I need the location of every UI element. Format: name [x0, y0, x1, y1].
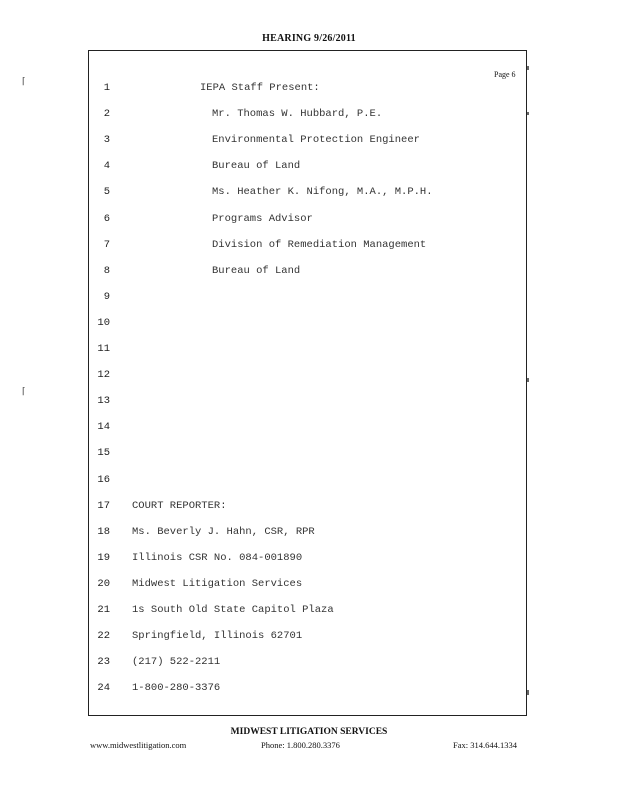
transcript-line [0, 629, 618, 643]
transcript-line [0, 316, 618, 330]
transcript-line [0, 551, 618, 565]
line-number: 18 [97, 525, 110, 538]
transcript-line [0, 499, 618, 513]
line-text: Environmental Protection Engineer [212, 134, 420, 147]
footer-company: MIDWEST LITIGATION SERVICES [230, 727, 388, 737]
line-number: 2 [103, 108, 110, 121]
line-number: 5 [103, 186, 110, 199]
footer-fax: Fax: 314.644.1334 [453, 740, 517, 750]
transcript-line [0, 133, 618, 147]
line-number: 6 [103, 212, 110, 225]
transcript-line [0, 238, 618, 252]
transcript-line [0, 655, 618, 669]
line-number: 7 [103, 238, 110, 251]
transcript-line [0, 185, 618, 199]
line-number: 16 [97, 473, 110, 486]
transcript-line [0, 577, 618, 591]
line-number: 24 [97, 682, 110, 695]
transcript-line [0, 446, 618, 460]
scan-speck [527, 378, 529, 382]
transcript-line [0, 159, 618, 173]
line-text: Midwest Litigation Services [132, 577, 303, 590]
line-number: 17 [97, 499, 110, 512]
transcript-line [0, 525, 618, 539]
transcript-line [0, 290, 618, 304]
transcript-line [0, 212, 618, 226]
line-text: IEPA Staff Present: [200, 82, 320, 94]
scan-edge-mark: ⌈ [22, 386, 26, 396]
transcript-line [0, 342, 618, 356]
line-number: 22 [97, 630, 110, 643]
line-text: Illinois CSR No. 084-001890 [132, 551, 303, 564]
line-number: 8 [103, 264, 110, 277]
scan-edge-mark: ⌈ [22, 76, 26, 86]
scan-speck [527, 690, 529, 695]
line-number: 12 [97, 369, 110, 382]
scan-speck [527, 66, 529, 70]
line-text: Bureau of Land [212, 160, 301, 173]
line-text: Bureau of Land [212, 264, 301, 277]
line-text: Mr. Thomas W. Hubbard, P.E. [212, 108, 383, 121]
line-number: 3 [103, 134, 110, 147]
line-number: 21 [97, 604, 110, 616]
line-text: Ms. Beverly J. Hahn, CSR, RPR [132, 525, 315, 538]
transcript-line [0, 603, 618, 617]
line-number: 23 [97, 656, 110, 669]
line-number: 10 [97, 316, 110, 329]
scan-speck [527, 112, 529, 115]
transcript-line [0, 81, 618, 95]
line-text: Programs Advisor [212, 212, 313, 225]
line-number: 4 [103, 160, 110, 173]
line-text: COURT REPORTER: [132, 499, 227, 512]
line-text: 1s South Old State Capitol Plaza [132, 604, 334, 616]
line-number: 13 [97, 395, 110, 408]
page-number-label: Page 6 [494, 70, 516, 79]
line-number: 15 [97, 447, 110, 460]
line-number: 20 [97, 577, 110, 590]
line-number: 14 [97, 421, 110, 434]
transcript-line [0, 264, 618, 278]
page-header-title: HEARING 9/26/2011 [262, 33, 356, 44]
transcript-line [0, 107, 618, 121]
footer-phone: Phone: 1.800.280.3376 [261, 740, 340, 750]
line-text: (217) 522-2211 [132, 656, 221, 669]
line-text: Springfield, Illinois 62701 [132, 630, 303, 643]
transcript-line [0, 394, 618, 408]
line-number: 11 [97, 343, 110, 355]
line-number: 9 [103, 290, 110, 303]
line-number: 1 [103, 82, 110, 94]
line-text: Division of Remediation Management [212, 238, 427, 251]
transcript-line [0, 681, 618, 695]
transcript-line [0, 420, 618, 434]
transcript-line [0, 368, 618, 382]
line-text: 1-800-280-3376 [132, 682, 221, 695]
footer-website: www.midwestlitigation.com [90, 740, 187, 750]
line-text: Ms. Heather K. Nifong, M.A., M.P.H. [212, 186, 433, 199]
transcript-line [0, 473, 618, 487]
line-number: 19 [97, 551, 110, 564]
